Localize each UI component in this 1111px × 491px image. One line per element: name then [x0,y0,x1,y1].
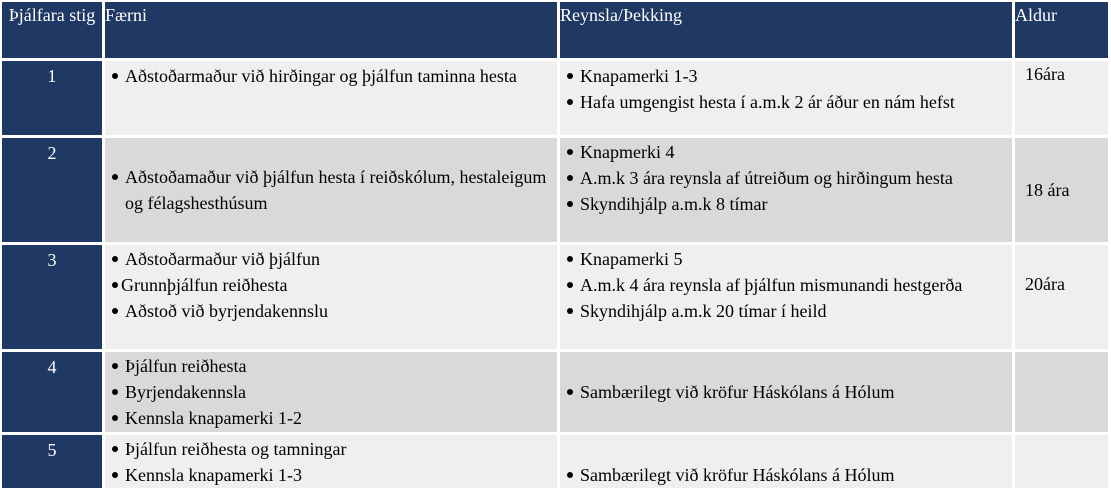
list-item: Þjálfun reiðhesta [111,353,551,379]
list-item: Aðstoðarmaður við hirðingar og þjálfun taminna hesta [111,63,551,89]
age-value: 20ára [1025,274,1065,294]
age-cell: 16ára [1015,61,1108,138]
header-age: Aldur [1015,2,1108,61]
experience-cell [560,435,1015,491]
table-row [2,352,1108,435]
trainer-levels-table [2,2,1108,491]
experience-cell [560,245,1015,352]
age-cell [1015,138,1108,245]
list-item: Sambærilegt við kröfur Háskólans á Hólum [566,462,1006,488]
experience-cell [560,138,1015,245]
age-cell [1015,245,1108,352]
header-level: Þjálfara stig [2,2,105,61]
list-item: Knapamerki 1-3 [566,63,1006,89]
experience-cell [560,61,1015,138]
list-item: Byrjendakennsla [111,379,551,405]
list-item: A.m.k 4 ára reynsla af þjálfun mismunandi hestgerða [566,272,1006,298]
list-item: Aðstoðamaður við þjálfun hesta í reiðskólum, hestaleigum og félagshesthúsum [111,164,551,216]
skills-cell [105,138,560,245]
table-row [2,245,1108,352]
table-row [2,435,1108,491]
level-cell: 1 [2,61,105,138]
list-item: Skyndihjálp a.m.k 8 tímar [566,191,1006,217]
table-row [2,61,1108,138]
header-skills: Færni [105,2,560,61]
list-item: Aðstoðarmaður við þjálfun [111,246,551,272]
list-item: Hafa umgengist hesta í a.m.k 2 ár áður en nám hefst [566,89,1006,115]
list-item: Kennsla knapamerki 1-3 [111,462,551,488]
list-item: Skyndihjálp a.m.k 20 tímar í heild [566,298,1006,324]
level-cell: 4 [2,352,105,435]
list-item: Þjálfun reiðhesta og tamningar [111,436,551,462]
experience-cell [560,352,1015,435]
header-row [2,2,1108,61]
age-value: 18 ára [1025,180,1070,200]
age-cell [1015,435,1108,491]
list-item: A.m.k 3 ára reynsla af útreiðum og hirðingum hesta [566,165,1006,191]
skills-cell [105,435,560,491]
skills-cell [105,61,560,138]
header-experience: Reynsla/Þekking [560,2,1015,61]
age-cell [1015,352,1108,435]
level-cell: 3 [2,245,105,352]
level-cell: 2 [2,138,105,245]
list-item: Grunnþjálfun reiðhesta [111,272,551,298]
list-item: Knapmerki 4 [566,139,1006,165]
skills-cell [105,352,560,435]
list-item: Kennsla knapamerki 1-2 [111,405,551,431]
list-item: Knapamerki 5 [566,246,1006,272]
skills-cell [105,245,560,352]
level-cell: 5 [2,435,105,491]
list-item: Sambærilegt við kröfur Háskólans á Hólum [566,379,1006,405]
table-row [2,138,1108,245]
list-item: Aðstoð við byrjendakennslu [111,298,551,324]
